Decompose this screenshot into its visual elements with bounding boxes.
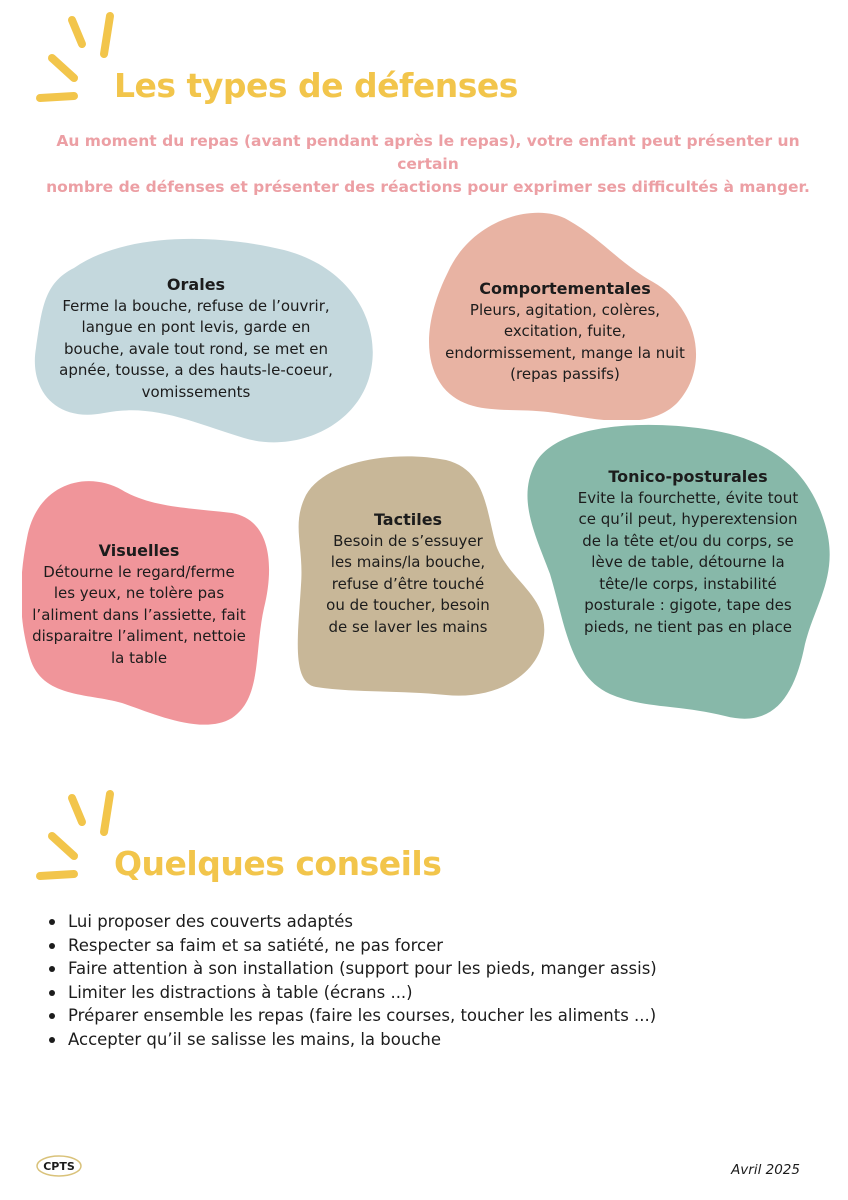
blob-comportementales-line: endormissement, mange la nuit (445, 343, 685, 362)
advice-title: Quelques conseils (114, 844, 442, 883)
blob-visuelles-line: Détourne le regard/ferme (43, 562, 235, 581)
blob-orales-line: apnée, tousse, a des hauts-le-coeur, (59, 361, 333, 379)
blob-tonico-line: ce qu’il peut, hyperextension (578, 510, 798, 528)
sunburst-icon-bottom (34, 788, 124, 888)
blob-visuelles-line: disparaitre l’aliment, nettoie (32, 627, 246, 645)
list-item: Faire attention à son installation (support pour les pieds, manger assis) (48, 957, 657, 981)
blob-comportementales (428, 212, 702, 420)
blob-visuelles-line: l’aliment dans l’assiette, fait (32, 605, 246, 624)
blob-tactiles-line: de se laver les mains (328, 617, 488, 636)
blob-tactiles-line: refuse d’être touché (331, 574, 485, 593)
blob-tactiles-title: Tactiles (373, 510, 443, 529)
blob-comportementales-line: Pleurs, agitation, colères, (469, 300, 661, 319)
list-item: Respecter sa faim et sa satiété, ne pas forcer (48, 934, 657, 958)
blob-tonico-line: tête/le corps, instabilité (599, 574, 777, 593)
blob-tonico-line: lève de table, détourne la (591, 553, 785, 571)
blob-orales-line: langue en pont levis, garde en (81, 318, 311, 336)
blob-orales (34, 238, 378, 448)
list-item: Accepter qu’il se salisse les mains, la bouche (48, 1028, 657, 1052)
intro-line-2: nombre de défenses et présenter des réactions pour exprimer ses difficultés à manger. (46, 178, 810, 196)
blob-comportementales-line: (repas passifs) (510, 365, 620, 383)
blob-orales-title: Orales (166, 275, 226, 294)
blob-orales-line: Ferme la bouche, refuse de l’ouvrir, (62, 296, 330, 315)
blob-tactiles-line: Besoin de s’essuyer (333, 531, 483, 550)
blob-visuelles (22, 478, 272, 726)
blob-tonico-line: pieds, ne tient pas en place (584, 617, 792, 636)
list-item: Limiter les distractions à table (écrans ...) (48, 981, 657, 1005)
blob-tonico (525, 424, 835, 722)
intro-line-1: Au moment du repas (avant pendant après le repas), votre enfant peut présenter un certain (56, 132, 800, 173)
blob-tonico-line: posturale : gigote, tape des (584, 596, 792, 614)
blob-tonico-line: de la tête et/ou du corps, se (582, 531, 794, 550)
logo-text: CPTS (43, 1160, 75, 1173)
advice-list (48, 910, 657, 1051)
list-item: Lui proposer des couverts adaptés (48, 910, 657, 934)
blob-comportementales-line: excitation, fuite, (503, 322, 627, 340)
blob-visuelles-title: Visuelles (98, 541, 180, 560)
blob-tactiles (296, 455, 546, 697)
blob-tonico-title: Tonico-posturales (608, 467, 768, 486)
cpts-logo (35, 1154, 83, 1178)
date-label: Avril 2025 (731, 1162, 800, 1178)
sunburst-icon-top (34, 10, 124, 110)
blob-tonico-line: Evite la fourchette, évite tout (577, 488, 799, 507)
blob-tactiles-line: les mains/la bouche, (330, 553, 486, 571)
blob-tactiles-line: ou de toucher, besoin (326, 596, 490, 614)
intro-text (30, 130, 826, 199)
blob-orales-line: vomissements (141, 382, 251, 401)
blob-visuelles-line: les yeux, ne tolère pas (53, 584, 225, 602)
blob-comportementales-title: Comportementales (479, 279, 651, 298)
blob-visuelles-line: la table (110, 648, 168, 667)
blob-orales-line: bouche, avale tout rond, se met en (64, 339, 328, 358)
types-title: Les types de défenses (114, 66, 518, 105)
list-item: Préparer ensemble les repas (faire les courses, toucher les aliments ...) (48, 1004, 657, 1028)
